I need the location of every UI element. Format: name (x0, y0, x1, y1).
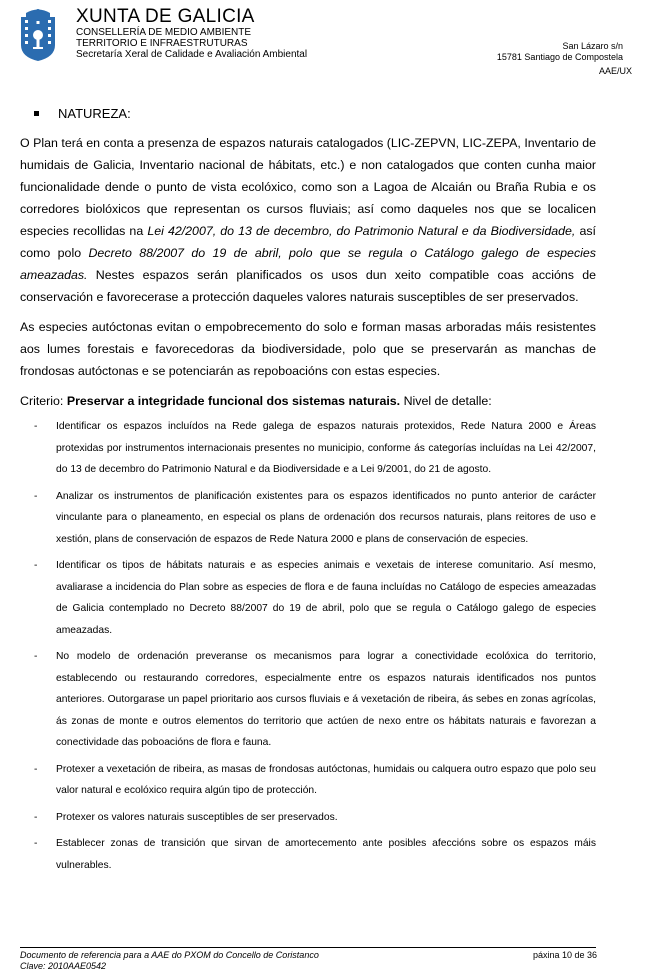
section-title: NATUREZA: (58, 106, 131, 121)
dash-bullet: - (34, 838, 38, 849)
xunta-coat-of-arms-logo (18, 7, 58, 62)
list-item-text: No modelo de ordenación preveranse os mecanismos para lograr a conectividade ecolóxica do territorio, establecendo ou restaurando corredores, especialmente entre os espazos naturais identificados nos puntos anteriores. Outorgarase un papel prioritario aos cursos fluviais e á vexetación de ribeira, ás sebes en zonas agrícolas, ás zonas de monte e outros elementos do territorio que actúen de nexo entre os hábitats naturais e favorezan a conectividade das poboacións de flora e fauna. (56, 651, 596, 748)
dash-bullet: - (34, 421, 38, 432)
main-content (20, 104, 596, 881)
dept-line-1: CONSELLERÍA DE MEDIO AMBIENTE (76, 27, 252, 38)
list-item (20, 486, 596, 551)
page-number: páxina 10 de 36 (532, 950, 597, 960)
list-item-text: Identificar os tipos de hábitats naturais e as especies animais e vexetais de interese comunitario. Así mesmo, avaliarase a incidencia do Plan sobre as especies de flora e de fauna incluídas no Catálogo de especies ameazadas de Galicia contemplado no Decreto 88/2007 do 19 de abril, polo que se regula o Catálogo galego de especies ameazadas. (56, 560, 596, 636)
list-item (20, 555, 596, 641)
list-item-text: Protexer a vexetación de ribeira, as masas de frondosas autóctonas, humidais ou calquera outro espazo que polo seu valor natural e ecolóxico requira algún tipo de protección. (56, 763, 596, 796)
header-org-block (76, 7, 307, 60)
criteria-line (20, 390, 596, 412)
para1-text-c: Nestes espazos serán planificados os usos dun xeito compatible coas accións de conservación e favorecerase a protección daqueles valores naturais susceptibles de ser preservados. (20, 268, 596, 304)
dash-bullet: - (34, 651, 38, 662)
list-item (20, 759, 596, 802)
square-bullet-icon (34, 111, 39, 116)
criteria-bold: Preservar a integridade funcional dos sistemas naturais. (66, 394, 401, 408)
dash-bullet: - (34, 763, 38, 775)
footer-doc-key: Clave: 2010AAE0542 (20, 961, 107, 971)
footer-doc-title: Documento de referencia para a AAE do PXOM do Concello de Coristanco (20, 950, 319, 960)
list-item-text: Analizar os instrumentos de planificación existentes para os espazos identificados no punto anterior de carácter vinculante para o planeamento, en especial os plans de ordenación dos recursos naturais, plans reitores de uso e xestión, plans de conservación de espazos de Rede Natura 2000 e plans de conservación de especies. (56, 490, 596, 545)
list-item-text: Establecer zonas de transición que sirvan de amortecemento ante posibles afeccións sobre os espazos máis vulnerables. (56, 838, 596, 871)
criteria-label: Criterio: (20, 394, 67, 408)
paragraph-intro (20, 132, 596, 308)
footer-document-info (20, 950, 319, 972)
dash-bullet: - (34, 560, 38, 571)
paragraph-native-species: As especies autóctonas evitan o empobrecemento do solo e forman masas arboradas máis resistentes aos lumes forestais e favorecedoras da biodiversidade, polo que se preservarán as manchas de frondosas autóctonas e se potenciarán as repoboacións con estas especies. (20, 320, 596, 378)
list-item-text: Identificar os espazos incluídos na Rede galega de espazos naturais protexidos, Rede Natura 2000 e Áreas protexidas por instrumentos internacionais presentes no municipio, conforme ás categorías incluídas na Lei 42/2007, do 13 de decembro do Patrimonio Natural e da Biodiversidade e a Lei 9/2001, do 21 de agosto. (56, 421, 596, 475)
address-city: 15781 Santiago de Compostela (496, 52, 623, 62)
dash-bullet: - (34, 490, 38, 502)
address-block (497, 41, 623, 63)
para1-italic-law: Lei 42/2007, do 13 de decembro, do Patrimonio Natural e da Biodiversidade, (147, 224, 576, 238)
para1-italic-decree: Decreto 88/2007 do 19 de abril, polo que se regula o Catálogo galego de especies ameazadas. (20, 246, 596, 282)
list-item (20, 646, 596, 754)
dash-bullet: - (34, 811, 38, 823)
footer-divider (20, 947, 596, 948)
address-street: San Lázaro s/n (562, 41, 623, 51)
para1-text-b: así como polo (20, 224, 596, 260)
list-item (20, 807, 596, 829)
detail-list (20, 416, 596, 876)
section-heading (34, 104, 596, 124)
list-item (20, 833, 596, 876)
reference-code: AAE/UX (598, 66, 632, 76)
org-name: XUNTA DE GALICIA (76, 6, 255, 27)
dept-line-2: TERRITORIO E INFRAESTRUTURAS (76, 38, 248, 49)
secretaria-line: Secretaría Xeral de Calidade e Avaliación Ambiental (76, 49, 308, 60)
list-item (20, 416, 596, 481)
criteria-tail: Nivel de detalle: (400, 394, 492, 408)
list-item-text: Protexer os valores naturais susceptibles de ser preservados. (56, 811, 338, 823)
para1-text-a: O Plan terá en conta a presenza de espazos naturais catalogados (LIC-ZEPVN, LIC-ZEPA, Inventario de humidais de Galicia, Inventario nacional de hábitats, etc.) e non catalogados que conten cunha maior funcionalidade dende o punto de vista ecolóxico, como son a Lagoa de Alcaián ou Braña Rubia e os corredores biolóxicos que representan os cursos fluviais; así como daqueles nos que se localicen especies recollidas na (20, 136, 596, 238)
